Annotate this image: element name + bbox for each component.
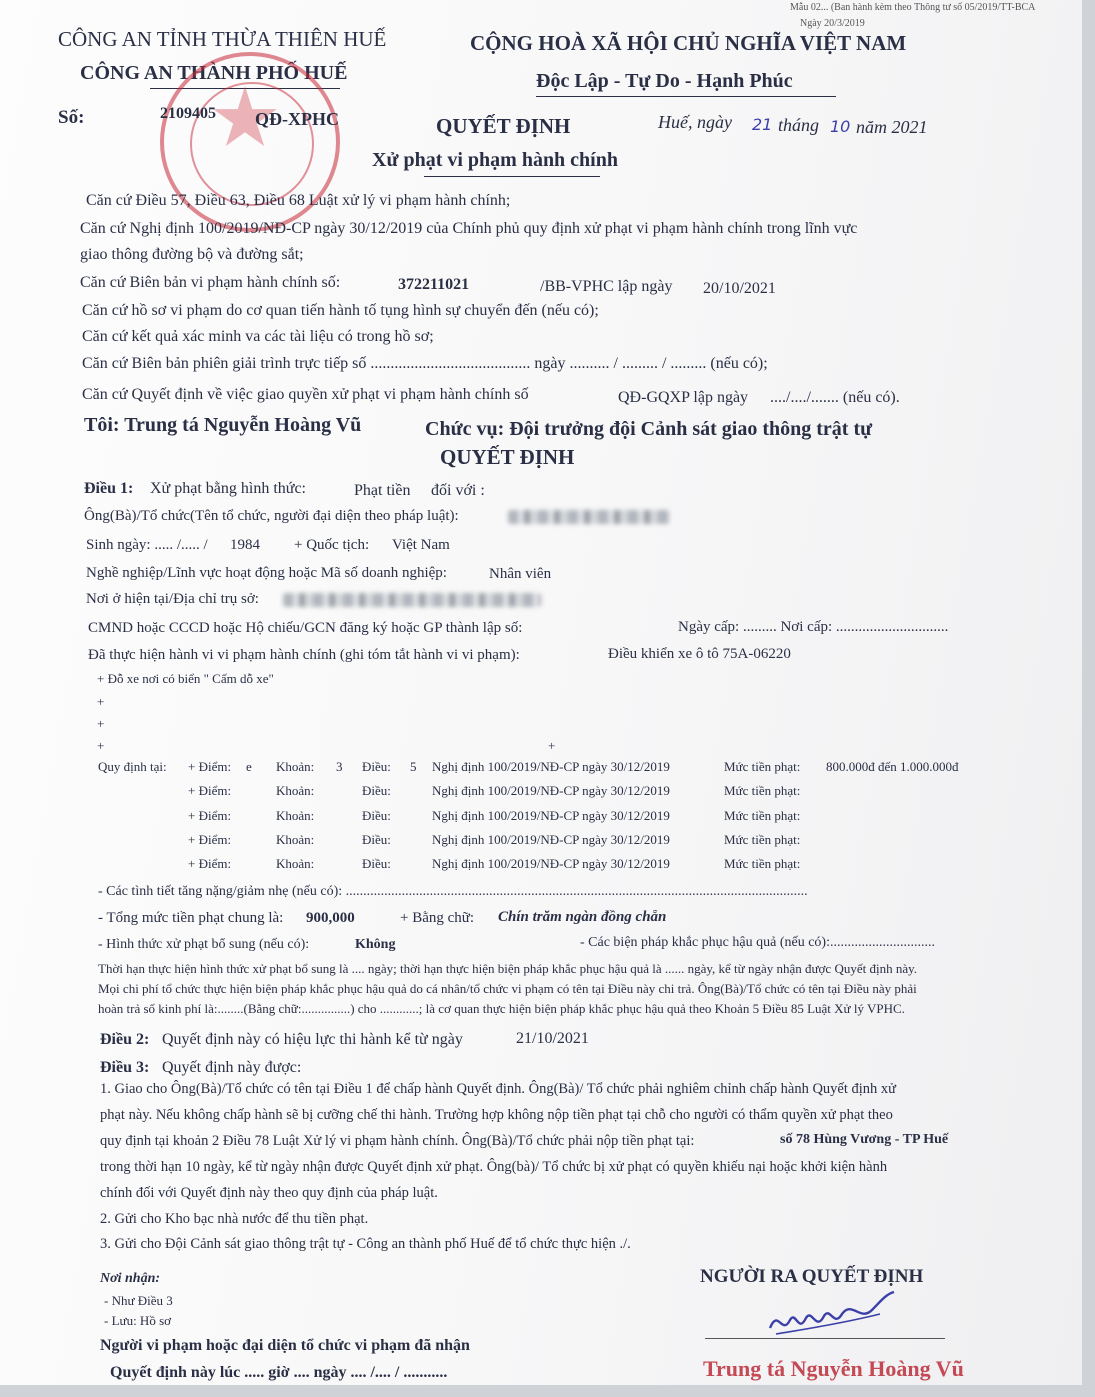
regulation-decree: Nghị định 100/2019/NĐ-CP ngày 30/12/2019 — [432, 832, 670, 847]
recipient: - Như Điều 3 — [104, 1293, 173, 1308]
date-day: 21 — [752, 115, 773, 134]
recipients-label: Nơi nhận: — [100, 1271, 161, 1286]
fine-print: hoàn trả số kinh phí là:........(Bằng chữ:...............) cho ............; là cơ quan thực hiện biện pháp khắc phục hậu quả theo Khoản 5 Điều 85 Luật Xử lý VPHC. — [98, 1001, 905, 1016]
regulation-decree: Nghị định 100/2019/NĐ-CP ngày 30/12/2019 — [432, 808, 670, 823]
words-label: + Bằng chữ: — [400, 910, 475, 926]
violation-act: + Đỗ xe nơi có biển " Cấm dỗ xe" — [97, 671, 274, 686]
signer-name: Trung tá Nguyễn Hoàng Vũ — [703, 1356, 964, 1381]
basis-line: Căn cứ Điều 57, Điều 63, Điều 68 Luật xử lý vi phạm hành chính; — [86, 192, 511, 209]
basis-line: Căn cứ kết quả xác minh va các tài liệu có trong hồ sơ; — [82, 328, 434, 345]
payment-place: số 78 Hùng Vương - TP Huế — [780, 1132, 949, 1147]
regulation-decree: Nghị định 100/2019/NĐ-CP ngày 30/12/2019 — [432, 759, 670, 774]
regulation-decree: Nghị định 100/2019/NĐ-CP ngày 30/12/2019 — [432, 783, 670, 798]
record-number: 372211021 — [398, 276, 470, 293]
circumstances: - Các tình tiết tăng nặng/giảm nhẹ (nếu có): .................................................................................................................................... — [98, 884, 808, 899]
extra-penalty: Không — [355, 937, 396, 952]
rules-label: Quy định tại: — [98, 759, 167, 774]
basis-line: Căn cứ Biên bản vi phạm hành chính số: — [80, 274, 341, 291]
job: Nhân viên — [489, 566, 552, 582]
article2-label: Điều 2: — [100, 1031, 150, 1048]
decision-number-suffix: QĐ-XPHC — [255, 109, 339, 129]
date-month: 10 — [830, 117, 851, 136]
title-main: QUYẾT ĐỊNH — [436, 114, 571, 138]
regulation-khoan-label: Khoản: — [276, 808, 315, 823]
date-year: năm 2021 — [856, 117, 928, 137]
effective-date: 21/10/2021 — [516, 1030, 589, 1047]
delegation-ref: QĐ-GQXP lập ngày — [618, 389, 749, 406]
extra-penalty-label: - Hình thức xử phạt bổ sung (nếu có): — [98, 937, 310, 952]
article1-label: Điều 1: — [84, 480, 134, 497]
violation-act: + — [97, 738, 105, 753]
remedy-label: - Các biện pháp khắc phục hậu quả (nếu có):.............................. — [580, 935, 935, 950]
article3-line: trong thời hạn 10 ngày, kể từ ngày nhận được Quyết định xử phạt. Ông(bà)/ Tổ chức bị xử phạt có quyền khiếu nại hoặc khởi kiện hành — [100, 1159, 888, 1175]
record-date: 20/10/2021 — [703, 280, 776, 297]
regulation-fine-label: Mức tiền phạt: — [724, 783, 801, 798]
penalty-target: đối với : — [431, 482, 485, 499]
number-label: Số: — [58, 107, 85, 128]
signer-title: NGƯỜI RA QUYẾT ĐỊNH — [700, 1266, 924, 1287]
regulation-diem-label: + Điểm: — [188, 783, 232, 798]
regulation-diem-label: + Điểm: — [188, 832, 232, 847]
article3-line: chính đối với Quyết định này theo quy định của pháp luật. — [100, 1185, 438, 1201]
regulation-dieu-label: Điều: — [362, 832, 391, 847]
regulation-khoan-label: Khoản: — [276, 856, 315, 871]
regulation-diem-label: + Điểm: — [188, 808, 232, 823]
republic-name: CỘNG HOÀ XÃ HỘI CHỦ NGHĨA VIỆT NAM — [470, 31, 907, 55]
basis-line: giao thông đường bộ và đường sắt; — [80, 246, 304, 263]
violation-act-plus: + — [548, 738, 556, 753]
signature — [760, 1288, 910, 1348]
fine-print: Thời hạn thực hiện hình thức xử phạt bổ sung là .... ngày; thời hạn thực hiện biện pháp khắc phục hậu quả là ...... ngày, kể từ ngày nhận được Quyết định này. — [98, 961, 917, 976]
total-label: - Tổng mức tiền phạt chung là: — [98, 910, 284, 926]
issue-info: Ngày cấp: ......... Nơi cấp: .............................. — [678, 619, 949, 635]
job-label: Nghề nghiệp/Lĩnh vực hoạt động hoặc Mã số doanh nghiệp: — [86, 565, 447, 581]
regulation-decree: Nghị định 100/2019/NĐ-CP ngày 30/12/2019 — [432, 856, 670, 871]
article2-text: Quyết định này có hiệu lực thi hành kể từ ngày — [162, 1031, 463, 1048]
article1-text: Xử phạt bằng hình thức: — [150, 480, 306, 497]
person-label: Ông(Bà)/Tổ chức(Tên tổ chức, người đại diện theo pháp luật): — [84, 508, 459, 524]
address-label: Nơi ở hiện tại/Địa chỉ trụ sở: — [86, 591, 259, 607]
regulation-fine-label: Mức tiền phạt: — [724, 808, 801, 823]
violation-act: + — [97, 716, 105, 731]
officer-name: Tôi: Trung tá Nguyễn Hoàng Vũ — [84, 414, 362, 436]
title-underline — [424, 176, 600, 177]
place-date: Huế, ngày — [658, 112, 732, 132]
regulation-dieu-label: Điều: — [362, 808, 391, 823]
dob-year: 1984 — [230, 537, 260, 553]
motto-underline — [536, 96, 836, 97]
article3-text: Quyết định này được: — [162, 1059, 302, 1076]
regulation-khoan: 3 — [336, 759, 343, 774]
decision-number: 2109405 — [160, 105, 216, 122]
total-amount: 900,000 — [306, 910, 355, 926]
regulation-diem: e — [246, 759, 252, 774]
regulation-dieu: 5 — [410, 759, 417, 774]
article3-label: Điều 3: — [100, 1059, 150, 1076]
basis-line: Căn cứ hồ sơ vi phạm do cơ quan tiến hành tố tụng hình sự chuyển đến (nếu có); — [82, 302, 599, 319]
regulation-dieu-label: Điều: — [362, 856, 391, 871]
regulation-khoan-label: Khoản: — [276, 759, 315, 774]
basis-line: Căn cứ Biên bản phiên giải trình trực tiếp số ........................................ ngày .......... / ......... / ......... (nếu có); — [82, 355, 768, 372]
month-label: tháng — [778, 115, 820, 135]
article3-line: quy định tại khoản 2 Điều 78 Luật Xử lý vi phạm hành chính. Ông(Bà)/Tổ chức phải nộp tiền phạt tại: — [100, 1133, 695, 1149]
national-motto: Độc Lập - Tự Do - Hạnh Phúc — [536, 70, 793, 92]
nationality: Việt Nam — [392, 537, 450, 553]
delegation-tail: ..../..../....... (nếu có). — [770, 389, 900, 406]
officer-position: Chức vụ: Đội trưởng đội Cảnh sát giao thông trật tự — [425, 418, 873, 440]
agency-parent: CÔNG AN TỈNH THỪA THIÊN HUẾ — [58, 27, 387, 51]
form-date: Ngày 20/3/2019 — [800, 18, 865, 29]
regulation-khoan-label: Khoản: — [276, 832, 315, 847]
regulation-fine-label: Mức tiền phạt: — [724, 856, 801, 871]
regulation-khoan-label: Khoản: — [276, 783, 315, 798]
receipt-line: Người vi phạm hoặc đại diện tổ chức vi phạm đã nhận — [100, 1337, 470, 1354]
title-sub: Xử phạt vi phạm hành chính — [372, 149, 618, 171]
regulation-diem-label: + Điểm: — [188, 856, 232, 871]
basis-line: Căn cứ Quyết định về việc giao quyền xử phạt vi phạm hành chính số — [82, 386, 529, 403]
form-code: Mẫu 02... (Ban hành kèm theo Thông tư số 05/2019/TT-BCA — [790, 2, 1036, 13]
nationality-label: + Quốc tịch: — [294, 537, 370, 553]
agency-name: CÔNG AN THÀNH PHỐ HUẾ — [80, 62, 348, 84]
article3-line: 3. Gửi cho Đội Cảnh sát giao thông trật tự - Công an thành phố Huế để tổ chức thực hiện ./. — [100, 1236, 631, 1252]
article3-line: phạt này. Nếu không chấp hành sẽ bị cưỡng chế thi hành. Trường hợp không nộp tiền phạt tại chỗ cho người có thẩm quyền xử phạt theo — [100, 1107, 893, 1123]
receipt-line: Quyết định này lúc ..... giờ .... ngày .... /.... / ........... — [110, 1364, 448, 1381]
regulation-fine-label: Mức tiền phạt: — [724, 759, 801, 774]
fine-print: Mọi chi phí tổ chức thực hiện biện pháp khắc phục hậu quả do cá nhân/tổ chức vi phạm có tên tại Điều này chi trả. Ông(Bà)/Tổ chức có tên tại Điều này phải — [98, 981, 917, 996]
regulation-fine-label: Mức tiền phạt: — [724, 832, 801, 847]
violation-label: Đã thực hiện hành vi vi phạm hành chính (ghi tóm tắt hành vi vi phạm): — [88, 647, 520, 663]
amount-in-words: Chín trăm ngàn đồng chẵn — [498, 909, 667, 925]
regulation-fine: 800.000đ đến 1.000.000đ — [826, 759, 959, 774]
id-label: CMND hoặc CCCD hoặc Hộ chiếu/GCN đăng ký hoặc GP thành lập số: — [88, 620, 523, 636]
article3-line: 2. Gửi cho Kho bạc nhà nước để thu tiền phạt. — [100, 1211, 369, 1227]
violation-act: + — [97, 694, 105, 709]
dob-label: Sinh ngày: ..... /..... / — [86, 537, 208, 553]
decision-heading: QUYẾT ĐỊNH — [440, 445, 575, 469]
basis-line: Căn cứ Nghị định 100/2019/NĐ-CP ngày 30/12/2019 của Chính phủ quy định xử phạt vi phạm hành chính trong lĩnh vực — [80, 220, 858, 237]
signature-line — [705, 1338, 945, 1339]
recipient: - Lưu: Hồ sơ — [104, 1313, 171, 1328]
record-suffix: /BB-VPHC lập ngày — [540, 278, 673, 295]
redacted-name — [508, 510, 670, 524]
penalty-form: Phạt tiền — [354, 482, 411, 499]
violation-summary: Điều khiển xe ô tô 75A-06220 — [608, 646, 791, 662]
regulation-dieu-label: Điều: — [362, 783, 391, 798]
regulation-dieu-label: Điều: — [362, 759, 391, 774]
regulation-diem-label: + Điểm: — [188, 759, 232, 774]
redacted-address — [283, 593, 541, 607]
article3-line: 1. Giao cho Ông(Bà)/Tổ chức có tên tại Điều 1 để chấp hành Quyết định. Ông(Bà)/ Tổ chức phải nghiêm chỉnh chấp hành Quyết định xử — [100, 1081, 897, 1097]
